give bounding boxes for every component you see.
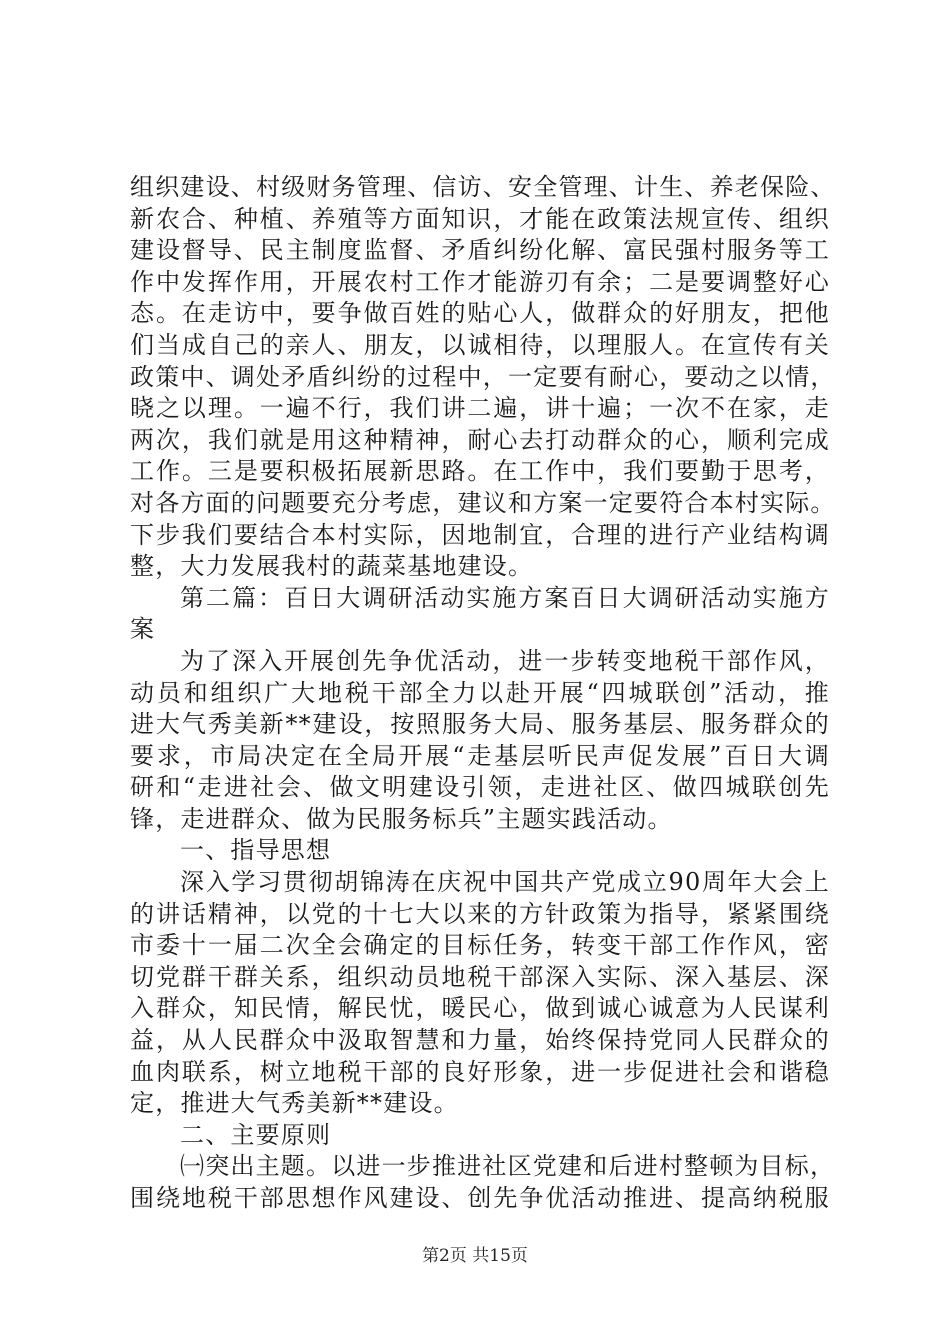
text-line: 态。在走访中，要争做百姓的贴心人，做群众的好朋友，把他 (130, 299, 830, 328)
text-line: 作中发挥作用，开展农村工作才能游刃有余；二是要调整好心 (130, 267, 830, 296)
document-body (130, 172, 836, 1215)
text-line: 进大气秀美新**建设，按照服务大局、服务基层、服务群众的 (130, 710, 830, 739)
text-line: 市委十一届二次全会确定的目标任务，转变干部工作作风，密 (130, 931, 830, 960)
text-line: 对各方面的问题要充分考虑，建议和方案一定要符合本村实际。 (130, 488, 836, 517)
text-line: 组织建设、村级财务管理、信访、安全管理、计生、养老保险、 (130, 173, 836, 201)
text-line: 二、主要原则 (180, 1120, 332, 1149)
text-line: 一、指导思想 (180, 836, 332, 865)
text-line: 的讲话精神，以党的十七大以来的方针政策为指导，紧紧围绕 (130, 899, 830, 928)
text-line: 血肉联系，树立地税干部的良好形象，进一步促进社会和谐稳 (130, 1057, 830, 1086)
text-line: 整，大力发展我村的蔬菜基地建设。 (130, 552, 534, 581)
text-line: 政策中、调处矛盾纠纷的过程中，一定要有耐心，要动之以情， (130, 362, 836, 391)
text-line: 工作。三是要积极拓展新思路。在工作中，我们要勤于思考， (130, 457, 830, 486)
page-footer: 第2页 共15页 (422, 1246, 528, 1266)
text-line: 围绕地税干部思想作风建设、创先争优活动推进、提高纳税服 (130, 1184, 830, 1212)
text-line: 研和“走进社会、做文明建设引领，走进社区、做四城联创先 (130, 773, 830, 802)
text-line: 切党群干群关系，组织动员地税干部深入实际、深入基层、深 (130, 962, 830, 991)
text-line: 晓之以理。一遍不行，我们讲二遍，讲十遍；一次不在家，走 (130, 394, 830, 423)
text-line: 益，从人民群众中汲取智慧和力量，始终保持党同人民群众的 (130, 1026, 830, 1055)
text-line: 深入学习贯彻胡锦涛在庆祝中国共产党成立90周年大会上 (180, 868, 830, 897)
text-line: 入群众，知民情，解民忧，暖民心，做到诚心诚意为人民谋利 (130, 994, 830, 1023)
text-line: 们当成自己的亲人、朋友，以诚相待，以理服人。在宣传有关 (130, 330, 830, 359)
text-line: 为了深入开展创先争优活动，进一步转变地税干部作风， (180, 646, 830, 675)
text-line: 两次，我们就是用这种精神，耐心去打动群众的心，顺利完成 (130, 425, 830, 454)
text-line: ㈠突出主题。以进一步推进社区党建和后进村整顿为目标， (180, 1152, 836, 1181)
text-line: 新农合、种植、养殖等方面知识，才能在政策法规宣传、组织 (130, 204, 830, 233)
text-line: 第二篇：百日大调研活动实施方案百日大调研活动实施方 (180, 583, 830, 612)
text-line: 动员和组织广大地税干部全力以赴开展“四城联创”活动，推 (130, 678, 830, 707)
text-line: 下步我们要结合本村实际，因地制宜，合理的进行产业结构调 (130, 520, 830, 549)
text-line: 锋，走进群众、做为民服务标兵”主题实践活动。 (130, 804, 673, 833)
text-line: 建设督导、民主制度监督、矛盾纠纷化解、富民强村服务等工 (130, 236, 830, 265)
text-line: 案 (130, 615, 156, 644)
text-line: 要求，市局决定在全局开展“走基层听民声促发展”百日大调 (130, 741, 830, 770)
text-line: 定，推进大气秀美新**建设。 (130, 1089, 459, 1118)
